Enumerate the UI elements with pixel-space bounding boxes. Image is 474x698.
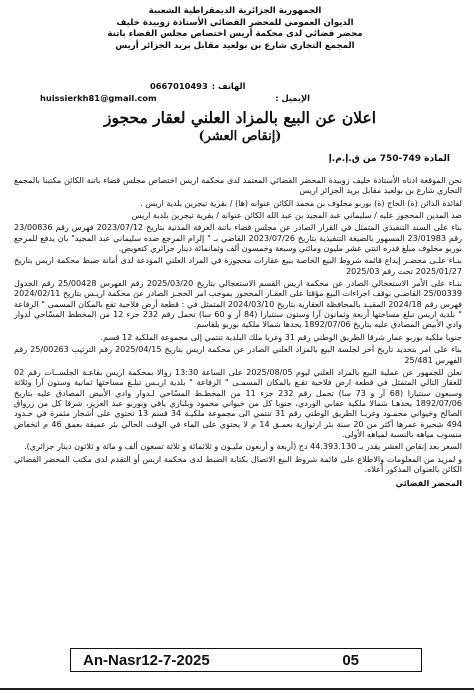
legal-reference: المادة 749-750 من ق.إ.م.إ: [328, 154, 450, 164]
body-paragraph: ضد المدين المحجوز عليه / سليماني عبد المجيد بن عبد الله الكائن عنوانه / بقرية تيجرين بلدية اريس: [131, 211, 462, 221]
header-line: محضر قضائي لدى محكمة أريس اختصاص مجلس القضاء باتنة: [107, 29, 363, 40]
announcement-body: [14, 176, 462, 490]
email-row: [40, 92, 310, 104]
body-paragraph: بناء على السند التنفيذي المتمثل في القرار الصادر عن مجلس قضاء باتنة الغرفة المدنية بتاريخ 2023/07/12 فهرس رقم 23/00836 رقم 23/01983 المسهور بالصيغة التنفيذية بتاريخ 2023/07/26 القاضي بـ " إلزام المرجع ضده سليماني عبد المجيد" بان يدفع للمرجع بوربو مخلوف مبلغ قدره اثنتي عشر مليون ومائتي وسبعة وخمسون ألف وثمانمائة دينار جزائري كتعويض.: [14, 223, 462, 254]
email-label: الإيميل :: [275, 93, 310, 103]
body-paragraph: بنـاء علـى محضـر إيداع قائمة شروط البيع الخاصة ببيع عقارات محجوزة في المزاد العلني المودعة لدى أمانة ضبط محكمة اريس بتاريخ 2025/01/27 تحت رقم 2025/03: [14, 256, 462, 276]
header-line: الجمهورية الجزائرية الديمقراطية الشعبية: [148, 6, 322, 16]
header-line: المجمع التجاري شارع بن بولعيد مقابل بريد الجزائر أريس: [115, 40, 355, 51]
phone-value: 0667010493: [150, 81, 208, 91]
page-number: 05: [342, 651, 359, 669]
email-value: huissierkh81@gmail.com: [40, 93, 157, 103]
signature: المحضر القضائي: [395, 479, 462, 489]
contact-block: [40, 80, 440, 104]
office-header: [20, 6, 450, 52]
header-line: الديوان العمومي للمحضر القضائي الأستاذة زوبيدة خليف: [116, 17, 354, 28]
announcement-subtitle: (إنقاص العشر): [198, 129, 282, 144]
phone-row: [40, 80, 440, 92]
body-paragraph: السعر بعد إنقاص العشر يقدر بـ 44.393.130 دج (أربعة و أربعون مليـون و ثلاثمائة و ثلاثة تسعون ألف و مائة و ثلاثون دينار جزائري).: [24, 442, 462, 452]
announcement-title: اعلان عن البيع بالمزاد العلني لعقار محجوز: [103, 108, 376, 127]
body-paragraph: و لمزيد من المعلومات والاطلاع على قائمة شروط البيع الاتصال بكتابة الضبط لدى محكمة اريس أو التقدم لدى مكتب المحضر القضائي الكائن بالعنوان المذكور أعلاه.: [14, 454, 462, 474]
body-paragraph: نعلن للجمهور عن عملية البيع بالمزاد العلني ليوم 2025/08/05 على الساعة 13:30 زوالا بمحكمة اريس بقاعـة الجلســات رقم 02 للعقار التالي المتمثل في قطعة ارض فلاحية تقـع بالمكان المسمـى " الرفاعة " بلدية اريـس تبلـغ مساحتها ثمانية وستون آرا وثلاثة وسبعون سنتيارا (68 آر و 73 سا) تحمل رقم 232 جزء 11 من المخطـط المسّاحي لـدوار وادي الأبيض المصادق عليه بتاريخ 1892/07/06 يحدهـا شمالا ملكية عقابي الوردي، جنوبا كل من خيواني محمود وبلبازي ياقي وبوربو عبد العزيز، شرقا كل من زرواق الصالح وخيواني محمـود وغربـا الطريق الوطني رقم 31 تنتمي الى مجموعة ملكيـة 34 قسم 13 تحتوي على أشجار مثمرة في حـدود 494 شجيرة عمرها أكثر من 20 سنة بئر ارتوازية بعمـق 14 م لا يحتوي على الماء في الوقت الحالي بئر عميقة بعمق 46 م انخفاض منسوب مياهه بالنسبة لمياهه الأولى.: [14, 367, 462, 439]
newspaper-name: An-Nasr12-7-2025: [83, 651, 210, 669]
body-paragraph: بناء على امر بتحديد تاريخ آخر لجلسة البيع بالمزاد العلني الصادر عن محكمة اريس بتاريخ 2025/04/15 رقم الترتيب 25/00263 رقم الفهرس 25/481: [14, 345, 462, 365]
body-paragraph: لفائدة الدائن (ة) الحاج (ة) بوربو مخلوف بن محمد الكائن عنوانه (ها) / بقرية تيجرين بلدية اريس .: [140, 198, 462, 208]
body-paragraph: بنـاء على الأمر الاستعجالي الصادر عن محكمة اريس القسم الاستعجالي بتاريخ 2025/03/20 رقم الفهرس 25/00428 رقم الجدول 25/00339 القاضـي بوقف اجراءات البيع مؤقتا على العقـار المحجوز بموجب امر الحجـز الصادر عن محكمة اريـس بتاريخ 2024/02/11 فهرس رقم 2024/18 المقيـد بالمحافظة العقارية بتاريخ 2024/03/10 المتمثل في : قطعة أرض فلاحية تقع بالمكان المسمى " الرفاعة " بلدية اريس تبلغ مساحتها أربعة وثمانون آرا وستون سنتيارا (84 آر و 60 سا) تحمل رقم 232 جزء 12 من المخطط المسّاحي لدوار وادي الأبيض المصادق عليه بتاريخ 1892/07/06 يحدها شمالا ملكية بوربو بلقاسم.: [14, 279, 463, 330]
body-paragraph: جنوبا ملكية بوربو عمار شرقا الطريق الوطني رقم 31 وغربا ملك البلدية تنتمي إلى مجموعة الملكية 12 قسم.: [100, 332, 462, 342]
bottom-divider: [0, 688, 474, 690]
phone-label: الهاتف :: [211, 81, 246, 91]
body-paragraph: نحن الموقعة ادناه الأستاذة خليف زوبيدة المحضر القضائي المعتمد لدى محكمة اريس اختصاص مجلس قضاء باتنة الكائن مكتبنا بالمجمع التجاري شارع بن بولعيد مقابل بريد الجزائر اريس: [14, 176, 462, 196]
newspaper-footer: [70, 648, 422, 672]
